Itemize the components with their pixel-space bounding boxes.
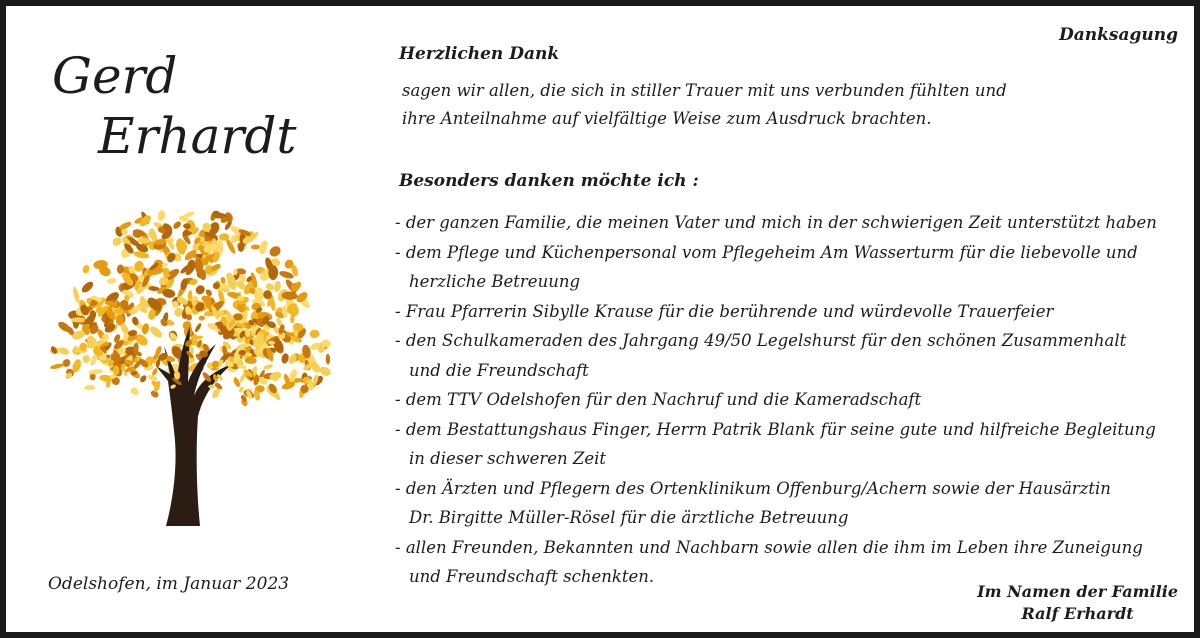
thanks-item-text: - dem Pflege und Küchenpersonal vom Pflegeheim Am Wasserturm für die liebevolle und xyxy=(395,242,1138,262)
thanks-item-text: - der ganzen Familie, die meinen Vater und mich in der schwierigen Zeit unterstützt haben xyxy=(395,213,1157,232)
tree-leaf xyxy=(172,220,182,230)
tree-leaf xyxy=(58,346,70,356)
intro-line: sagen wir allen, die sich in stiller Trauer mit uns verbunden fühlten und xyxy=(402,81,1007,100)
signature-block xyxy=(977,581,1178,625)
deceased-first-name: Gerd xyxy=(52,47,178,105)
thanks-item-continuation: herzliche Betreuung xyxy=(409,272,581,291)
tree-leaf xyxy=(220,276,226,284)
thanks-item-text: - den Schulkameraden des Jahrgang 49/50 Legelshurst für den schönen Zusammenhalt xyxy=(395,331,1127,350)
signature-name: Ralf Erhardt xyxy=(1021,604,1134,623)
tree-leaf xyxy=(82,354,91,364)
thanks-list xyxy=(395,208,1157,592)
thanks-item-continuation: und die Freundschaft xyxy=(409,360,589,380)
tree-leaf xyxy=(148,325,164,340)
tree-leaf xyxy=(174,307,184,317)
notice-type-title: Danksagung xyxy=(1059,25,1178,45)
tree-leaf xyxy=(251,244,260,249)
tree-leaf xyxy=(268,244,283,259)
tree-leaf xyxy=(141,323,150,335)
thanks-item-text: - den Ärzten und Pflegern des Ortenklinikum Offenburg/Achern sowie der Hausärztin xyxy=(395,478,1111,498)
tree-leaf xyxy=(194,322,203,333)
tree-leaf xyxy=(198,315,205,321)
thanks-item-text: - allen Freunden, Bekannten und Nachbarn sowie allen die ihm im Leben ihre Zuneigung xyxy=(395,537,1143,557)
tree-leaf xyxy=(318,365,332,378)
tree-leaf xyxy=(111,236,123,248)
tree-leaf xyxy=(106,277,117,284)
intro-heading: Herzlichen Dank xyxy=(399,44,560,64)
thanks-item-continuation: in dieser schweren Zeit xyxy=(409,449,607,468)
thanks-item xyxy=(395,385,1157,415)
thanks-item xyxy=(395,208,1157,238)
thanks-item-text: - dem TTV Odelshofen für den Nachruf und die Kameradschaft xyxy=(395,390,922,409)
tree-leaf xyxy=(117,264,124,274)
tree-leaf xyxy=(79,343,87,351)
thanks-item-continuation: und Freundschaft schenkten. xyxy=(409,567,655,586)
place-date: Odelshofen, im Januar 2023 xyxy=(48,574,290,594)
tree-leaf xyxy=(262,363,273,370)
signature-line: Im Namen der Familie xyxy=(977,582,1178,601)
thanks-item xyxy=(395,474,1157,533)
tree-leaf xyxy=(80,280,95,295)
tree-leaf xyxy=(82,264,91,274)
tree-leaf xyxy=(71,317,85,322)
tree-leaf xyxy=(88,368,103,375)
thanks-heading: Besonders danken möchte ich : xyxy=(399,171,699,191)
tree-leaf xyxy=(181,210,195,220)
tree-leaf xyxy=(290,315,294,323)
tree-leaf xyxy=(273,280,281,292)
thanks-item xyxy=(395,415,1157,474)
thanks-item xyxy=(395,297,1157,327)
tree-leaf xyxy=(280,353,289,365)
thanks-item-text: - dem Bestattungshaus Finger, Herrn Patrik Blank für seine gute und hilfreiche Begleitung xyxy=(395,419,1156,439)
autumn-tree-icon xyxy=(38,206,338,531)
tree-leaf xyxy=(84,385,95,391)
tree-leaf xyxy=(232,376,241,388)
tree-leaf xyxy=(61,358,72,369)
thanks-item-text: - Frau Pfarrerin Sibylle Krause für die berührende und würdevolle Trauerfeier xyxy=(395,301,1054,321)
thanks-item-continuation: Dr. Birgitte Müller-Rösel für die ärztliche Betreuung xyxy=(409,508,849,527)
tree-leaf xyxy=(309,329,320,339)
tree-leaf xyxy=(194,283,207,296)
tree-leaf xyxy=(268,370,282,382)
tree-leaf xyxy=(139,374,148,383)
thanks-item xyxy=(395,238,1157,297)
tree-leaf xyxy=(72,286,81,303)
tree-leaf xyxy=(238,242,244,252)
deceased-last-name: Erhardt xyxy=(98,107,297,165)
tree-leaf xyxy=(50,363,65,370)
thanks-item xyxy=(395,326,1157,385)
intro-line: ihre Anteilnahme auf vielfältige Weise zum Ausdruck brachten. xyxy=(402,109,932,128)
tree-leaf xyxy=(157,210,166,222)
intro-text xyxy=(402,77,1007,133)
tree-leaf xyxy=(90,310,96,319)
tree-leaf xyxy=(326,354,331,365)
